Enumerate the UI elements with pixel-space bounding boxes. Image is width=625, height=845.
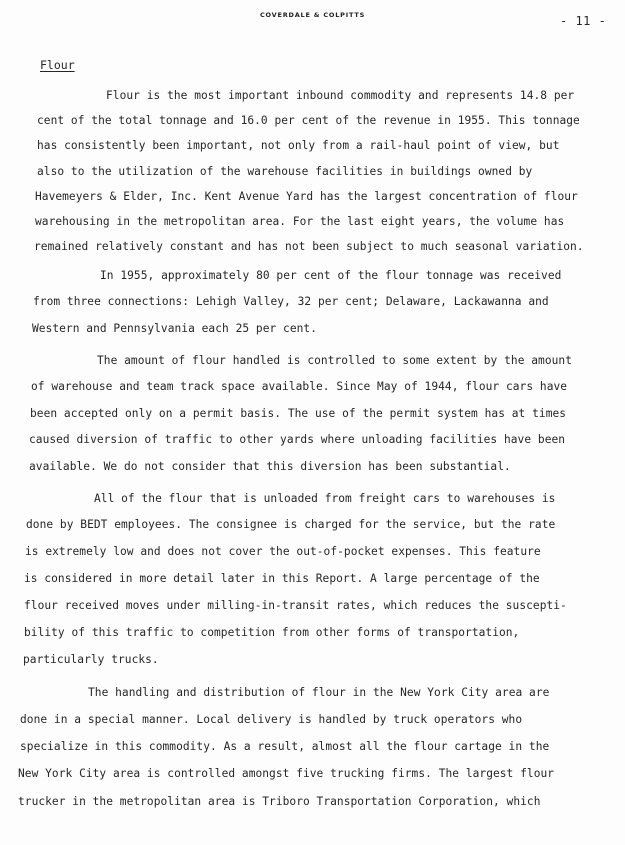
text-line: is extremely low and does not cover the out-of-pocket expenses. This feature	[25, 545, 541, 558]
text-line: of warehouse and team track space available. Since May of 1944, flour cars have	[31, 380, 568, 393]
text-line: is considered in more detail later in this Report. A large percentage of the	[24, 572, 540, 585]
text-line: The handling and distribution of flour in the New York City area are	[88, 686, 550, 699]
text-line: specialize in this commodity. As a result, almost all the flour cartage in the	[20, 740, 550, 753]
text-line: available. We do not consider that this diversion has been substantial.	[29, 460, 511, 473]
text-line: warehousing in the metropolitan area. For the last eight years, the volume has	[35, 215, 565, 228]
text-line: remained relatively constant and has not been subject to much seasonal variation.	[34, 240, 584, 253]
text-line: also to the utilization of the warehouse facilities in buildings owned by	[37, 165, 533, 178]
text-line: trucker in the metropolitan area is Triboro Transportation Corporation, which	[18, 795, 541, 808]
page-number: - 11 -	[560, 14, 607, 28]
text-line: particularly trucks.	[23, 653, 159, 666]
text-line: Western and Pennsylvania each 25 per cent.	[32, 322, 317, 335]
text-line: New York City area is controlled amongst five trucking firms. The largest flour	[18, 767, 555, 780]
text-line: caused diversion of traffic to other yards where unloading facilities have been	[29, 433, 566, 446]
text-line: from three connections: Lehigh Valley, 32 per cent; Delaware, Lackawanna and	[33, 295, 549, 308]
section-heading: Flour	[40, 58, 75, 72]
text-line: cent of the total tonnage and 16.0 per cent of the revenue in 1955. This tonnage	[37, 114, 580, 127]
text-line: has consistently been important, not only from a rail-haul point of view, but	[37, 139, 560, 152]
text-line: done in a special manner. Local delivery is handled by truck operators who	[20, 713, 523, 726]
text-line: done by BEDT employees. The consignee is charged for the service, but the rate	[26, 518, 556, 531]
letterhead-firm-name: COVERDALE & COLPITTS	[259, 11, 366, 19]
text-line: flour received moves under milling-in-transit rates, which reduces the suscepti-	[24, 599, 567, 612]
text-line: bility of this traffic to competition from other forms of transportation,	[24, 626, 520, 639]
text-line: been accepted only on a permit basis. The use of the permit system has at times	[30, 407, 567, 420]
text-line: All of the flour that is unloaded from freight cars to warehouses is	[94, 492, 556, 505]
text-line: In 1955, approximately 80 per cent of the flour tonnage was received	[100, 269, 562, 282]
text-line: Havemeyers & Elder, Inc. Kent Avenue Yard has the largest concentration of flour	[35, 190, 578, 203]
text-line: The amount of flour handled is controlled to some extent by the amount	[97, 354, 572, 367]
text-line: Flour is the most important inbound commodity and represents 14.8 per	[106, 89, 575, 102]
